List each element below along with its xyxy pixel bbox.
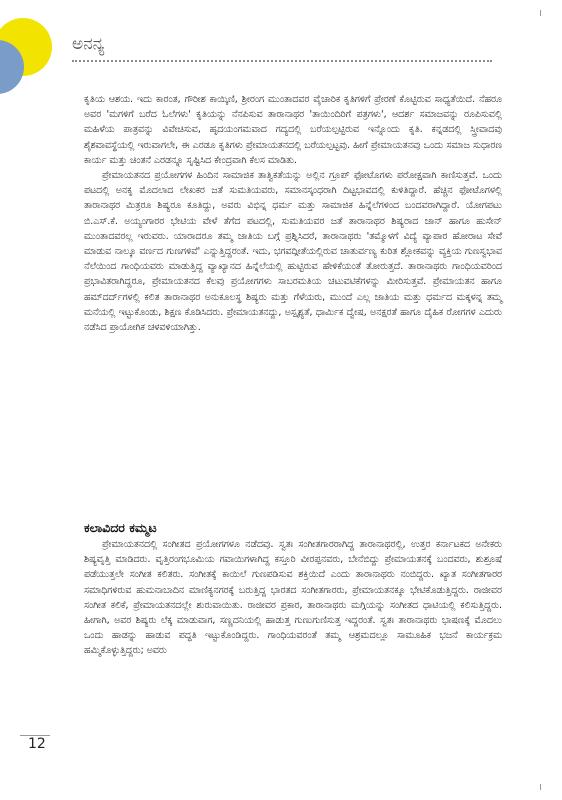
running-header-title: ಅನನ್ಯ (72, 34, 105, 54)
crop-mark (540, 784, 542, 790)
page-number: 12 (28, 736, 46, 752)
section2-body (84, 537, 502, 659)
paragraph: ಕೃತಿಯ ಆಶಯ. ಇದು ಕಾರಂತ, ಗೌರೀಶ ಕಾಯ್ಕಿಣಿ, ಶ್ರೀರಂಗ ಮುಂತಾದವರ ವೈಚಾರಿಕ ಕೃತಿಗಳಿಗೆ ಪ್ರೇರಣೆ ಕೊಟ್ಟಿರುವ ಸಾಧ್ಯತೆಯಿದೆ. ನೆಹರೂ ಅವರ 'ಮಗಳಿಗೆ ಬರೆದ ಓಲೆಗಳು' ಕೃತಿಯನ್ನು ನೆನಪಿಸುವ ತಾರಾನಾಥರ 'ತಾಯಿಂದಿರಿಗೆ ಪತ್ರಗಳು', ಆದರ್ಶ ಸಮಾಜವನ್ನು ರೂಪಿಸುವಲ್ಲಿ ಮಹಿಳೆಯ ಪಾತ್ರವನ್ನು ವಿವೇಚಿಸುವ, ಹೃದಯಂಗಮವಾದ ಗದ್ಯದಲ್ಲಿ ಬರೆಯಲ್ಪಟ್ಟಿರುವ ಇನ್ನೊಂದು ಕೃತಿ. ಕನ್ನಡದಲ್ಲಿ ಸ್ತ್ರೀವಾದವು ಶೈಶವಾವಸ್ಥೆಯಲ್ಲಿ ಇರುವಾಗಲೇ, ಈ ಎರಡೂ ಕೃತಿಗಳು ಪ್ರೇಮಾಯತನದಲ್ಲಿ ಬರೆಯಲ್ಪಟ್ಟವು. ಹೀಗೆ ಪ್ರೇಮಾಯತನವು ಒಂದು ಸಮಾಜ ಸುಧಾರಣ ಕಾರ್ಯ ಮತ್ತು ಚಿಂತನೆ ಎರಡನ್ನೂ ಸೃಷ್ಟಿಸಿದ ಕೇಂದ್ರವಾಗಿ ಕೆಲಸ ಮಾಡಿತು. (84, 94, 502, 166)
paragraph: ಪ್ರೇಮಾಯತನದಲ್ಲಿ ಸಂಗೀತದ ಪ್ರಯೋಗಗಳೂ ನಡೆದವು. ಸ್ವತಃ ಸಂಗೀತಗಾರರಾಗಿದ್ದ ತಾರಾನಾಥರಲ್ಲಿ, ಉತ್ತರ ಕರ್ನಾಟಕದ ಅನೇಕರು ಶಿಷ್ಯವೃತ್ತಿ ಮಾಡಿದರು. ವೃತ್ತಿರಂಗಭೂಮಿಯ ಗವಾಯಿಗಳಾಗಿದ್ದ ಕಸ್ತೂರಿ ವೀರಪ್ಪನವರು, ಬೇನೆಬಿದ್ದು ಪ್ರೇಮಾಯತನಕ್ಕೆ ಬಂದವರು, ಶುಶ್ರೂಷೆ ಪಡೆಯುತ್ತಲೇ ಸಂಗೀತ ಕಲಿತರು. ಸಂಗೀತಕ್ಕೆ ಕಾಯಿಲೆ ಗುಣಪಡಿಸುವ ಶಕ್ತಿಯಿದೆ ಎಂದು ತಾರಾನಾಥರು ನಂಬಿದ್ದರು. ಖ್ಯಾತ ಸಂಗೀತಗಾರರ ಸಮಾಧಿಗಳಿರುವ ಹುಮನಾಬಾದಿನ ಮಾಣಿಕ್ಯನಗರಕ್ಕೆ ಬರುತ್ತಿದ್ದ ಭಾರತದ ಸಂಗೀತಗಾರರು, ಪ್ರೇಮಾಯತನಕ್ಕೂ ಭೇಟಿಕೊಡುತ್ತಿದ್ದರು. ರಾಜೀವರ ಸಂಗೀತ ಕಲಿಕೆ, ಪ್ರೇಮಾಯತನದಲ್ಲೇ ಶುರುವಾಯಿತು. ರಾಜೀವರ ಪ್ರಕಾರ, ತಾರಾನಾಥರು ಮಗ್ಗಿಯನ್ನು ಸಂಗೀತದ ಧಾಟಿಯಲ್ಲಿ ಕಲಿಸುತ್ತಿದ್ದರು. ಹೀಗಾಗಿ, ಅವರ ಶಿಷ್ಯರು ಲೆಕ್ಕ ಮಾಡುವಾಗ, ಸಣ್ಣದನಿಯಲ್ಲಿ ಹಾಡುತ್ತ ಗುಣುಗುಣಿಸುತ್ತ ಇದ್ದರಂತೆ. ಸ್ವತಃ ತಾರಾನಾಥರು ಭಾಷಣಕ್ಕೆ ಮೊದಲು ಒಂದು ಹಾಡನ್ನು ಹಾಡುವ ಪದ್ಧತಿ ಇಟ್ಟುಕೊಂಡಿದ್ದರು. ಗಾಂಧಿಯವರಂತೆ ತಮ್ಮ ಆಶ್ರಮದಲ್ಲೂ ಸಾಮೂಹಿಕ ಭಜನೆ ಕಾರ್ಯಕ್ರಮ ಹಮ್ಮಿಕೊಳ್ಳುತ್ತಿದ್ದರು; ಅವರು (84, 539, 502, 657)
crop-mark (540, 10, 542, 16)
header-dotted-rule (72, 60, 492, 62)
section1-body (84, 92, 502, 335)
paragraph: ಪ್ರೇಮಾಯತನದ ಪ್ರಯೋಗಗಳ ಹಿಂದಿನ ಸಾಮಾಜಿಕ ತಾತ್ವಿಕತೆಯನ್ನು ಅಲ್ಲಿನ ಗ್ರೂಪ್ ಫೋಟೊಗಳು ಪರೋಕ್ಷವಾಗಿ ಕಾಣಿಸುತ್ತವೆ. ಒಂದು ಪಟದಲ್ಲಿ ಅನಕೃ ಮೊದಲಾದ ಲೇಖಕರ ಜತೆ ಸುಮತಿಯವರು, ಸಮಾನಸ್ಕಂಧರಾಗಿ ದಿಟ್ಟಭಾವದಲ್ಲಿ ಕುಳಿತಿದ್ದಾರೆ. ಹೆಚ್ಚಿನ ಫೋಟೊಗಳಲ್ಲಿ ತಾರಾನಾಥರ ಮಿತ್ರರೂ ಶಿಷ್ಯರೂ ಕೂತಿದ್ದು, ಅವರು ವಿಭಿನ್ನ ಧರ್ಮ ಮತ್ತು ಸಾಮಾಜಿಕ ಹಿನ್ನೆಲೆಗಳಿಂದ ಬಂದವರಾಗಿದ್ದಾರೆ. ಯೋಗಪಟು ಬಿ.ಎಸ್.ಕೆ. ಅಯ್ಯಂಗಾರರ ಭೇಟಿಯ ವೇಳೆ ತೆಗೆದ ಪಟದಲ್ಲಿ, ಸುಮತಿಯವರ ಜತೆ ತಾರಾನಾಥರ ಶಿಷ್ಯರಾದ ಜಾನ್ ಹಾಗೂ ಹುಸೇನ್ ಮುಂತಾದವರಲ್ಲ ಇರುವರು. ಯಾರಾದರೂ ತಮ್ಮ ಜಾತಿಯ ಬಗ್ಗೆ ಪ್ರಶ್ನಿಸಿದರೆ, ತಾರಾನಾಥರು 'ತಮ್ಮೊಳಗೆ ವಿದ್ಯೆ ವ್ಯಾಪಾರ ಹೋರಾಟ ಸೇವೆ ಮಾಡುವ ನಾಲ್ಕೂ ವರ್ಣದ ಗುಣಗಳಿವೆ' ಎನ್ನುತ್ತಿದ್ದರಂತೆ. ಇದು, ಭಗವದ್ಗೀತೆಯಲ್ಲಿರುವ ಚಾತುರ್ವಣ್ಯ ಕುರಿತ ಶ್ಲೋಕವನ್ನು ವ್ಯಕ್ತಿಯ ಗುಣಸ್ವಭಾವ ನೆಲೆಯಿಂದ ಗಾಂಧಿಯವರು ಮಾಡುತ್ತಿದ್ದ ವ್ಯಾಖ್ಯಾನದ ಹಿನ್ನೆಲೆಯಲ್ಲಿ ಹುಟ್ಟಿರುವ ಹೇಳಿಕೆಯಂತೆ ತೋರುತ್ತದೆ. ತಾರಾನಾಥರು ಗಾಂಧಿಯವರಿಂದ ಪ್ರಭಾವಿತರಾಗಿದ್ದರೂ, ಪ್ರೇಮಾಯತನದ ಕೆಲವು ಪ್ರಯೋಗಗಳು ಸಾಬರಮತಿಯ ಚಟುವಟಿಕೆಗಳನ್ನು ಮೀರಿಸುತ್ತವೆ. ಪ್ರೇಮಾಯತನ ಹಾಗೂ ಹಮ್‌ದರ್ದ್‌ಗಳಲ್ಲಿ ಕಲಿತ ತಾರಾನಾಥರ ಅನುಕೂಲಸ್ಥ ಶಿಷ್ಯರು ಮತ್ತು ಗೆಳೆಯರು, ಮುಂದೆ ಎಲ್ಲ ಜಾತಿಯ ಮತ್ತು ಧರ್ಮದ ಮಕ್ಕಳನ್ನ ತಮ್ಮ ಮನೆಯಲ್ಲಿ ಇಟ್ಟುಕೊಂಡು, ಶಿಕ್ಷಣ ಕೊಡಿಸಿದರು. ಪ್ರೇಮಾಯತನದ್ದು, ಅಸ್ಪೃಶ್ಯತೆ, ಧಾರ್ಮಿಕ ದ್ವೇಷ, ಅನಕ್ಷರತೆ ಹಾಗೂ ದೈಹಿಕ ರೋಗಗಳ ಎದುರು ನಡೆಸಿದ ಪ್ರಾಯೋಗಿಕ ಚಳವಳಿಯಾಗಿತ್ತು. (84, 170, 502, 334)
section-heading: ಕಲಾವಿದರ ಕಮ್ಮಟ (84, 520, 157, 535)
